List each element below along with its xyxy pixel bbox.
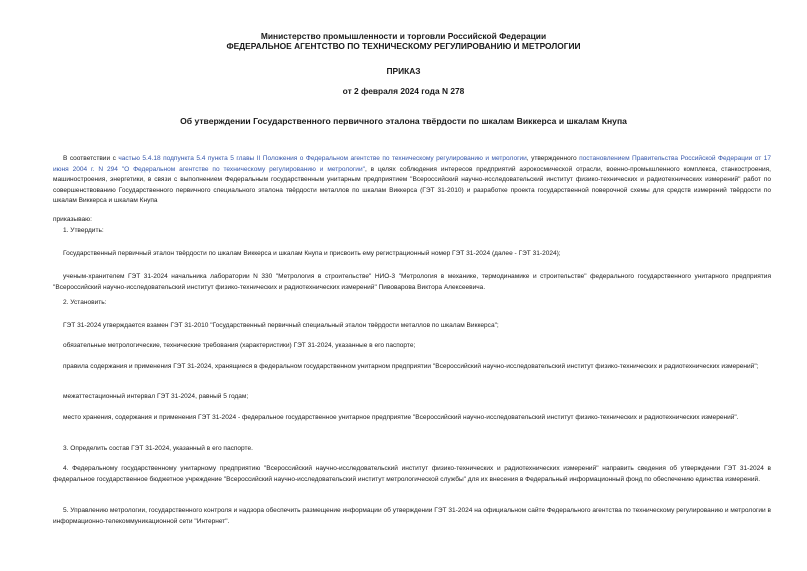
preamble-text-3: , в целях соблюдения интересов предприятий аэрокосмической отрасли, военно-промышленного комплекса, станкостроения, машиностроения, энергетики, в связи с выполнением Федеральным государственным унитарным предприятием "Всероссийский научно-исследовательский институт физико-технических и радиотехнических измерений" работ по совершенствованию Государственного первичного специального эталона твёрдости металлов по шкалам Виккерса (ГЭТ 31-2010) и разработке проекта государственной поверочной схемы для средств измерений твёрдости по шкалам Виккерса и шкалам Кнупа	[53, 165, 771, 205]
item-1-custodian: ученым-хранителем ГЭТ 31-2024 начальника лаборатории N 330 "Метрология в строительстве" НИО-3 "Метрология в механике, термодинамике и строительстве" федерального государственного унитарного предприятия "Всероссийский научно-исследовательский институт физико-технических и радиотехнических измерений" Пивоварова Виктора Алексеевича.	[53, 273, 771, 291]
preamble-text-1: В соответствии с	[63, 155, 119, 162]
document-type: ПРИКАЗ	[386, 66, 421, 76]
item-3: 3. Определить состав ГЭТ 31-2024, указанный в его паспорте.	[63, 445, 253, 452]
order-word: приказываю:	[53, 216, 92, 223]
ministry-name: Министерство промышленности и торговли Российской Федерации	[260, 31, 547, 41]
preamble-paragraph	[53, 154, 771, 207]
preamble-text-2: , утвержденного	[526, 155, 580, 162]
item-2-heading: 2. Установить:	[63, 299, 107, 306]
item-2-interval: межаттестационный интервал ГЭТ 31-2024, равный 5 годам;	[63, 393, 249, 400]
item-1-heading: 1. Утвердить:	[63, 227, 104, 234]
document-title: Об утверждении Государственного первичного эталона твёрдости по шкалам Виккерса и шкалам Кнупа	[180, 116, 627, 126]
item-2-storage: место хранения, содержания и применения ГЭТ 31-2024 - федеральное государственное унитарное предприятие "Всероссийский научно-исследовательский институт физико-технических и радиотехнических измерений".	[63, 414, 739, 421]
agency-name: ФЕДЕРАЛЬНОЕ АГЕНТСТВО ПО ТЕХНИЧЕСКОМУ РЕГУЛИРОВАНИЮ И МЕТРОЛОГИИ	[226, 41, 581, 51]
item-4: 4. Федеральному государственному унитарному предприятию "Всероссийский научно-исследовательский институт физико-технических и радиотехнических измерений" направить сведения об утверждении ГЭТ 31-2024 в федеральное государственное бюджетное учреждение "Всероссийский научно-исследовательский институт метрологической службы" для их внесения в Федеральный информационный фонд по обеспечению единства измерений.	[53, 465, 771, 483]
item-1-standard: Государственный первичный эталон твёрдости по шкалам Виккерса и шкалам Кнупа и присвоить ему регистрационный номер ГЭТ 31-2024 (далее - ГЭТ 31-2024);	[63, 250, 561, 257]
item-5: 5. Управлению метрологии, государственного контроля и надзора обеспечить размещение информации об утверждении ГЭТ 31-2024 на официальном сайте Федерального агентства по техническому регулированию и метрологии в информационно-телекоммуникационной сети "Интернет".	[53, 507, 771, 525]
item-2-requirements: обязательные метрологические, технические требования (характеристики) ГЭТ 31-2024, указанные в его паспорте;	[63, 342, 416, 349]
item-2-rules: правила содержания и применения ГЭТ 31-2024, хранящиеся в федеральном государственном унитарном предприятии "Всероссийский научно-исследовательский институт физико-технических и радиотехнических измерений";	[63, 363, 759, 370]
document-date: от 2 февраля 2024 года N 278	[342, 86, 465, 96]
item-2-replacement: ГЭТ 31-2024 утверждается взамен ГЭТ 31-2010 "Государственный первичный специальный эталон твёрдости металлов по шкалам Виккерса";	[63, 322, 499, 329]
regulation-link[interactable]: частью 5.4.18 подпункта 5.4 пункта 5 главы II Положения о Федеральном агентстве по техническому регулированию и метрологии	[118, 155, 527, 162]
government-decree-link[interactable]: постановлением Правительства Российской Федерации от 17 июня 2004 г. N 294 "О Федеральном агентстве по техническому регулированию и метрологии"	[53, 155, 771, 173]
